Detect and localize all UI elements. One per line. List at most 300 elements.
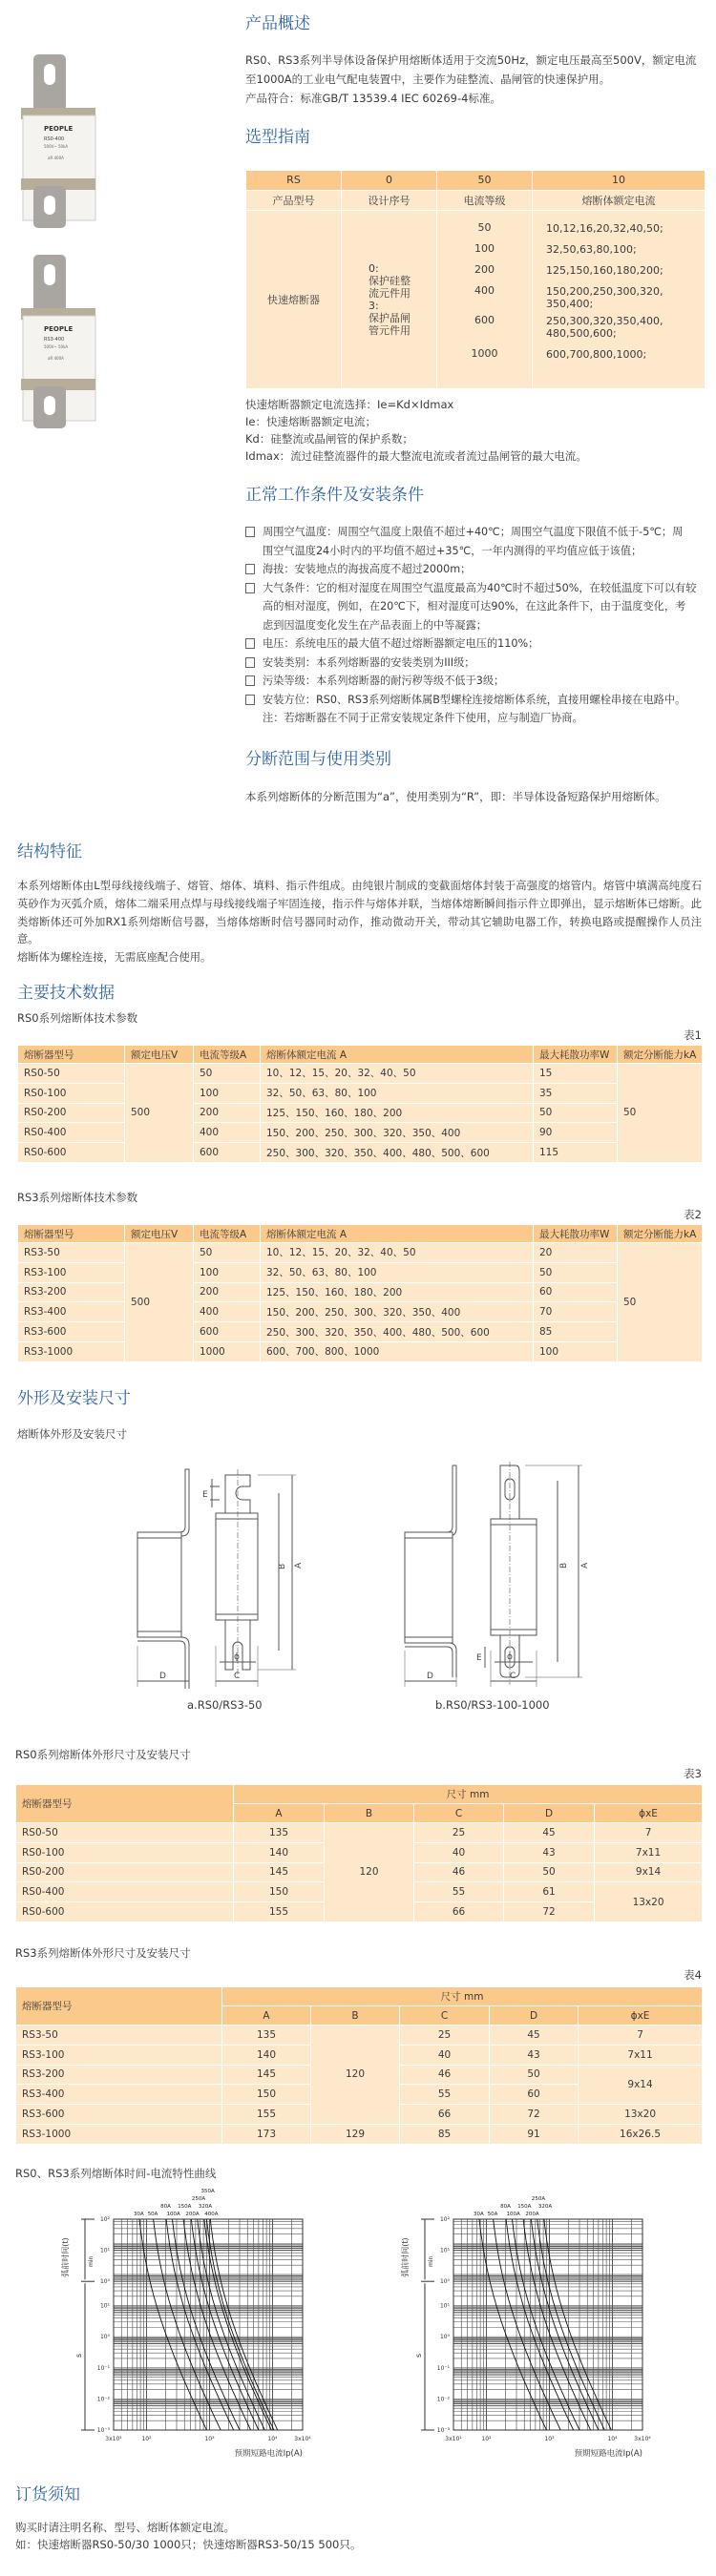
design-note-line: 3: bbox=[369, 299, 379, 312]
dim-c-label: C bbox=[510, 1672, 516, 1681]
x-tick-label: 10⁴ bbox=[267, 2436, 278, 2442]
ordering-line: 购买时请注明名称、型号、熔断体额定电流。 bbox=[15, 2521, 235, 2534]
table-cell: 46 bbox=[400, 2065, 490, 2085]
design-note-line: 保护硅整 bbox=[369, 274, 411, 287]
selection-note: 快速熔断器额定电流选择：Ie=Kd×Idmax bbox=[245, 398, 454, 411]
y-tick-label: 10² bbox=[439, 2216, 450, 2223]
dim-e-label: E bbox=[476, 1653, 482, 1663]
checkbox-icon bbox=[245, 564, 255, 574]
table-cell: RS3-1000 bbox=[18, 1341, 125, 1361]
condition-item bbox=[245, 560, 706, 579]
time-current-chart-rs3 bbox=[340, 2185, 698, 2462]
s-unit-label: s bbox=[414, 2353, 423, 2358]
curve-label: 150A bbox=[517, 2204, 532, 2210]
table-row bbox=[16, 2025, 703, 2046]
x-tick-label: 10³ bbox=[544, 2436, 555, 2442]
table-row bbox=[16, 1823, 703, 1843]
dim-e-label: E bbox=[202, 1490, 208, 1500]
table2-caption: RS3系列熔断体技术参数 bbox=[17, 1191, 138, 1204]
table-cell: 50 bbox=[534, 1262, 618, 1282]
table-cell: 45 bbox=[504, 1823, 595, 1843]
table-cell: 600 bbox=[194, 1322, 261, 1342]
table-cell: RS3-100 bbox=[18, 1262, 125, 1282]
table-cell: 155 bbox=[222, 2105, 311, 2125]
table-cell: RS3-400 bbox=[16, 2085, 222, 2105]
x-tick-label: 3x10⁴ bbox=[634, 2436, 651, 2442]
table-cell: 70 bbox=[534, 1302, 618, 1322]
tech-title: 主要技术数据 bbox=[17, 984, 115, 1003]
table-row bbox=[18, 1103, 703, 1123]
table-row bbox=[18, 1123, 703, 1143]
structure-title: 结构特征 bbox=[17, 842, 82, 862]
rs3-dimension-table bbox=[15, 1986, 703, 2145]
curve-label: 400A bbox=[204, 2212, 219, 2217]
table-cell: 72 bbox=[490, 2105, 579, 2125]
checkbox-icon bbox=[245, 638, 255, 649]
header-cell: D bbox=[504, 1804, 595, 1823]
y-tick-label: 10⁰ bbox=[99, 2278, 110, 2286]
design-note-line: 0: bbox=[369, 261, 379, 275]
header-cell: 最大耗散功率W bbox=[534, 1225, 618, 1243]
table-cell: 66 bbox=[414, 1902, 504, 1922]
table-cell: 50 bbox=[194, 1064, 261, 1084]
dim-phi-label: ϕ bbox=[234, 1652, 240, 1662]
table-cell: 91 bbox=[490, 2124, 579, 2144]
current-item bbox=[546, 264, 699, 285]
design-note-line: 流元件用 bbox=[369, 286, 411, 300]
curve-label: 100A bbox=[166, 2212, 180, 2217]
condition-line: 围空气温度24小时内的平均值不超过+35℃，一年内测得的平均值应低于该值； bbox=[263, 544, 642, 557]
grade-item: 400 bbox=[474, 283, 495, 297]
current-item bbox=[546, 348, 699, 369]
overview-title: 产品概述 bbox=[245, 14, 310, 33]
table-cell: 500 bbox=[125, 1064, 194, 1163]
table-cell: 85 bbox=[400, 2124, 490, 2144]
label-design: 设计序号 bbox=[342, 190, 437, 210]
code-grade: 50 bbox=[437, 171, 533, 191]
table-row bbox=[18, 1302, 703, 1322]
table-cell: RS0-600 bbox=[18, 1143, 125, 1163]
table-row bbox=[18, 1064, 703, 1084]
table-cell: 50 bbox=[504, 1862, 595, 1882]
table-cell: RS0-50 bbox=[18, 1064, 125, 1084]
y-tick-label: 10⁰ bbox=[439, 2278, 450, 2286]
selection-table bbox=[245, 170, 705, 389]
table-cell: RS3-200 bbox=[18, 1282, 125, 1302]
table-cell: 400 bbox=[194, 1123, 261, 1143]
design-note-line: 保护晶闸 bbox=[369, 311, 411, 324]
header-cell: 熔断体额定电流 A bbox=[261, 1046, 534, 1064]
table-cell: 140 bbox=[222, 2045, 311, 2065]
table-cell: 125、150、160、180、200 bbox=[261, 1282, 534, 1302]
table-cell: 85 bbox=[534, 1322, 618, 1342]
s-unit-label: s bbox=[74, 2353, 83, 2358]
table-cell: 66 bbox=[400, 2105, 490, 2125]
table-cell: 600 bbox=[194, 1143, 261, 1163]
current-item-line: 125,150,160,180,200; bbox=[546, 263, 663, 277]
condition-line: 周围空气温度：周围空气温度上限值不超过+40℃；周围空气温度下限值不低于-5℃；周 bbox=[263, 526, 684, 538]
conditions-list bbox=[245, 523, 706, 728]
condition-line: 注：若熔断器在不同于正常安装规定条件下使用，应与制造厂协商。 bbox=[263, 712, 583, 724]
current-item bbox=[546, 285, 699, 315]
condition-item bbox=[245, 579, 706, 635]
table-cell: 46 bbox=[414, 1862, 504, 1882]
y-tick-label: 10¹ bbox=[99, 2247, 110, 2254]
y-tick-label: 10⁻¹ bbox=[96, 2364, 110, 2372]
table-cell: 7 bbox=[595, 1823, 703, 1843]
curve-label: 350A bbox=[200, 2189, 215, 2194]
x-axis-title: 预期短路电流Ip(A) bbox=[234, 2449, 303, 2459]
condition-item bbox=[245, 523, 706, 560]
breaking-text: 本系列熔断体的分断范围为“a”，使用类别为“R”，即：半导体设备短路保护用熔断体。 bbox=[245, 790, 666, 803]
curve-label: 320A bbox=[198, 2204, 213, 2210]
current-item bbox=[546, 222, 699, 243]
header-cell: 额定电压V bbox=[125, 1225, 194, 1243]
grid bbox=[453, 2219, 642, 2430]
grade-item: 50 bbox=[477, 220, 492, 234]
header-cell: D bbox=[490, 2006, 579, 2025]
condition-item bbox=[245, 691, 706, 728]
table-cell: 155 bbox=[234, 1902, 325, 1922]
table-cell: 100 bbox=[194, 1083, 261, 1103]
x-tick-label: 3x10¹ bbox=[445, 2436, 462, 2442]
rs0-dimension-table bbox=[15, 1784, 703, 1922]
table-cell: RS3-600 bbox=[18, 1322, 125, 1342]
brand-logo-text: PEOPLE bbox=[44, 125, 74, 133]
product-name: 快速熔断器 bbox=[246, 210, 342, 388]
condition-line: 安装类别：本系列熔断器的安装类别为III级； bbox=[263, 655, 475, 669]
grade-item: 1000 bbox=[471, 346, 498, 360]
curve-label: 250A bbox=[531, 2196, 546, 2202]
min-unit-label: min bbox=[428, 2255, 434, 2267]
table-cell: RS3-600 bbox=[16, 2105, 222, 2125]
condition-line: 电压：系统电压的最大值不超过熔断器额定电压的110%； bbox=[263, 637, 539, 650]
header-cell: 额定分断能力kA bbox=[618, 1046, 703, 1064]
header-cell: ϕxE bbox=[579, 2006, 703, 2025]
label-current: 熔断体额定电流 bbox=[533, 190, 705, 210]
current-item-line: 600,700,800,1000; bbox=[546, 347, 647, 361]
structure-text: 本系列熔断体由L型母线接线端子、熔管、熔体、填料、指示件组成。由纯银片制成的变截面熔体封装于高强度的熔管内。熔管中填满高纯度石英砂作为灭弧介质，熔体二端采用点焊与母线接线端子牢固连接，指示件与熔体并联，当熔体熔断瞬间指示件立即弹出，显示熔断体已熔断。此类熔断体还可外加RX1系列熔断信号器，当熔体熔断时信号器同时动作，推动微动开关，带动其它辅助电器工作，转换电路或提醒操作人员注意。 bbox=[17, 880, 702, 946]
header-row bbox=[18, 1225, 703, 1243]
overview-line: RS0、RS3系列半导体设备保护用熔断体适用于交流50Hz，额定电压最高至500V，额定电流 bbox=[245, 53, 697, 67]
checkbox-icon bbox=[245, 657, 255, 668]
header-cell: 电流等级A bbox=[194, 1225, 261, 1243]
x-tick-label: 3x10¹ bbox=[105, 2436, 122, 2442]
table-cell: 10、12、15、20、32、40、50 bbox=[261, 1243, 534, 1263]
time-current-chart-rs0 bbox=[0, 2185, 358, 2462]
table-cell: 15 bbox=[534, 1064, 618, 1084]
min-unit-label: min bbox=[88, 2255, 95, 2267]
table-cell: 50 bbox=[194, 1243, 261, 1263]
table-cell: RS0-200 bbox=[18, 1103, 125, 1123]
y-tick-label: 10¹ bbox=[439, 2302, 450, 2310]
grade-item: 200 bbox=[474, 262, 495, 276]
current-item-line: 32,50,63,80,100; bbox=[546, 242, 637, 256]
table-cell: 120 bbox=[325, 1823, 414, 1922]
table-cell: 55 bbox=[414, 1882, 504, 1902]
header-model: 熔断器型号 bbox=[16, 1987, 222, 2025]
table-cell: 145 bbox=[222, 2065, 311, 2085]
header-model: 熔断器型号 bbox=[16, 1785, 234, 1823]
structure-text-2: 熔断体为螺栓连接，无需底座配合使用。 bbox=[17, 951, 212, 965]
curve-label: 30A bbox=[474, 2212, 484, 2217]
curve-label: 80A bbox=[500, 2204, 511, 2210]
curve-label: 50A bbox=[487, 2212, 498, 2217]
design-notes bbox=[342, 210, 437, 388]
table-cell: 43 bbox=[490, 2045, 579, 2065]
table-cell: 25 bbox=[400, 2025, 490, 2046]
dim-phi-label: ϕ bbox=[507, 1652, 513, 1662]
table-cell: 135 bbox=[222, 2025, 311, 2046]
table-cell: 50 bbox=[618, 1243, 703, 1362]
table-cell: 45 bbox=[490, 2025, 579, 2046]
table-cell: 90 bbox=[534, 1123, 618, 1143]
header-cell: 额定电压V bbox=[125, 1046, 194, 1064]
table1-caption: RS0系列熔断体技术参数 bbox=[17, 1011, 138, 1025]
x-tick-label: 10² bbox=[481, 2436, 492, 2442]
dim-b-label: B bbox=[559, 1562, 569, 1568]
table-cell: 100 bbox=[194, 1262, 261, 1282]
model-text: RS3-400 bbox=[44, 337, 65, 343]
table-cell: RS0-600 bbox=[16, 1902, 234, 1922]
header-cell: B bbox=[325, 1804, 414, 1823]
grade-list bbox=[437, 210, 533, 388]
brand-logo-text: PEOPLE bbox=[44, 325, 74, 333]
condition-item bbox=[245, 672, 706, 691]
condition-line: 安装方位：RS0、RS3系列熔断体属B型螺栓连接熔断体系统，直接用螺栓串接在电路中。 bbox=[263, 693, 686, 706]
curves-caption: RS0、RS3系列熔断体时间-电流特性曲线 bbox=[15, 2167, 217, 2180]
table-cell: 55 bbox=[400, 2085, 490, 2105]
selection-note: Idmax：流过硅整流器件的最大整流电流或者流过晶闸管的最大电流。 bbox=[245, 449, 587, 463]
table-cell: 150、200、250、300、320、350、400 bbox=[261, 1302, 534, 1322]
table-cell: 1000 bbox=[194, 1341, 261, 1361]
x-axis-title: 预期短路电流Ip(A) bbox=[574, 2449, 642, 2459]
table4-caption: RS3系列熔断体外形尺寸及安装尺寸 bbox=[15, 1946, 191, 1960]
conditions-title: 正常工作条件及安装条件 bbox=[245, 486, 424, 505]
curve-label: 100A bbox=[506, 2212, 520, 2217]
table-cell: 13x20 bbox=[595, 1882, 703, 1922]
dim-c-label: C bbox=[234, 1672, 241, 1681]
table-cell: 43 bbox=[504, 1842, 595, 1862]
condition-item bbox=[245, 634, 706, 654]
current-item bbox=[546, 315, 699, 348]
dimensions-title: 外形及安装尺寸 bbox=[17, 1389, 131, 1408]
table-cell: 60 bbox=[490, 2085, 579, 2105]
table-cell: 250、300、320、350、400、480、500、600 bbox=[261, 1322, 534, 1342]
current-item-line: 480,500,600; bbox=[546, 326, 617, 340]
ordering-line: 如：快速熔断器RS0-50/30 1000只；快速熔断器RS3-50/15 500只。 bbox=[15, 2538, 362, 2551]
y-tick-label: 10⁻² bbox=[96, 2396, 110, 2403]
code-current: 10 bbox=[533, 171, 705, 191]
table-cell: 40 bbox=[400, 2045, 490, 2065]
table-cell: RS3-400 bbox=[18, 1302, 125, 1322]
curve-label: 30A bbox=[134, 2212, 144, 2217]
header-cell: 额定分断能力kA bbox=[618, 1225, 703, 1243]
header-row bbox=[16, 1987, 703, 2006]
dim-d-label: D bbox=[427, 1672, 433, 1681]
table-row bbox=[18, 1341, 703, 1361]
code-rs: RS bbox=[246, 171, 342, 191]
product-image-rs3 bbox=[19, 253, 99, 430]
y-tick-label: 10⁰ bbox=[439, 2334, 450, 2341]
table-cell: 140 bbox=[234, 1842, 325, 1862]
grid bbox=[114, 2219, 303, 2430]
table-cell: 115 bbox=[534, 1143, 618, 1163]
selection-note: Kd：硅整流或晶闸管的保护系数； bbox=[245, 432, 413, 446]
model-text: RS0-400 bbox=[44, 136, 65, 142]
curve-label: 250A bbox=[191, 2196, 206, 2202]
header-cell: A bbox=[234, 1804, 325, 1823]
table-cell: 32、50、63、80、100 bbox=[261, 1262, 534, 1282]
header-group: 尺寸 mm bbox=[234, 1785, 703, 1804]
table-cell: 500 bbox=[125, 1243, 194, 1362]
table-cell: 173 bbox=[222, 2124, 311, 2144]
curve-label: 150A bbox=[178, 2204, 192, 2210]
x-tick-label: 3x10⁴ bbox=[294, 2436, 311, 2442]
selection-note: Ie：快速熔断器额定电流； bbox=[245, 415, 376, 428]
table-row bbox=[18, 1243, 703, 1263]
table-cell: 250、300、320、350、400、480、500、600 bbox=[261, 1143, 534, 1163]
grade-item: 600 bbox=[474, 313, 495, 326]
table3-caption: RS0系列熔断体外形尺寸及安装尺寸 bbox=[15, 1748, 191, 1761]
table-cell: RS3-50 bbox=[16, 2025, 222, 2046]
table-cell: 125、150、160、180、200 bbox=[261, 1103, 534, 1123]
current-item-line: 10,12,16,20,32,40,50; bbox=[546, 221, 663, 235]
curve-label: 200A bbox=[525, 2212, 539, 2217]
code-design: 0 bbox=[342, 171, 437, 191]
table1-number: 表1 bbox=[684, 1028, 702, 1042]
checkbox-icon bbox=[245, 583, 255, 593]
table-cell: RS3-200 bbox=[16, 2065, 222, 2085]
table-cell: 200 bbox=[194, 1282, 261, 1302]
x-tick-label: 10³ bbox=[204, 2436, 215, 2442]
table-cell: 135 bbox=[234, 1823, 325, 1843]
diagram-a bbox=[124, 1460, 315, 1689]
y-axis-title: 弧前时间(t) bbox=[61, 2237, 70, 2277]
table-cell: 50 bbox=[490, 2065, 579, 2085]
table-cell: 7 bbox=[579, 2025, 703, 2046]
y-tick-label: 10⁻² bbox=[436, 2396, 450, 2403]
dim-a-label: A bbox=[294, 1562, 304, 1568]
table-cell: RS0-100 bbox=[18, 1083, 125, 1103]
rating-text: 500V~ 50kA bbox=[44, 144, 69, 149]
table-cell: 120 bbox=[311, 2025, 400, 2125]
table-cell: 150、200、250、300、320、350、400 bbox=[261, 1123, 534, 1143]
table-cell: RS3-100 bbox=[16, 2045, 222, 2065]
current-list bbox=[533, 210, 705, 388]
table-row bbox=[18, 1322, 703, 1342]
table-row bbox=[16, 2124, 703, 2144]
class-text: aR 400A bbox=[48, 156, 64, 160]
dim-b-label: B bbox=[278, 1563, 287, 1569]
table-cell: 7x11 bbox=[579, 2045, 703, 2065]
product-image-rs0 bbox=[19, 52, 99, 230]
selection-title: 选型指南 bbox=[245, 128, 310, 147]
header-group: 尺寸 mm bbox=[222, 1987, 703, 2006]
header-cell: ϕxE bbox=[595, 1804, 703, 1823]
table-cell: RS0-100 bbox=[16, 1842, 234, 1862]
ordering-title: 订货须知 bbox=[15, 2485, 80, 2504]
table-cell: 7x11 bbox=[595, 1842, 703, 1862]
table-row bbox=[18, 1083, 703, 1103]
table-cell: 60 bbox=[534, 1282, 618, 1302]
table-cell: 40 bbox=[414, 1842, 504, 1862]
table-cell: RS3-50 bbox=[18, 1243, 125, 1263]
table-cell: 150 bbox=[234, 1882, 325, 1902]
y-tick-label: 10⁻¹ bbox=[436, 2364, 450, 2372]
y-axis-title: 弧前时间(t) bbox=[401, 2237, 410, 2277]
class-text: aR 400A bbox=[48, 356, 64, 361]
table-cell: 50 bbox=[618, 1064, 703, 1163]
x-tick-label: 10⁴ bbox=[607, 2436, 618, 2442]
y-tick-label: 10⁻³ bbox=[96, 2427, 110, 2434]
table-cell: 13x20 bbox=[579, 2105, 703, 2125]
rs0-tech-table bbox=[17, 1045, 703, 1163]
checkbox-icon bbox=[245, 675, 255, 686]
condition-line: 高的相对湿度，例如，在20℃下，相对湿度可达90%，在这此条件下，由于温度变化，考 bbox=[263, 600, 686, 613]
table-cell: 20 bbox=[534, 1243, 618, 1263]
curve-label: 200A bbox=[185, 2212, 200, 2217]
condition-item bbox=[245, 654, 706, 673]
table-cell: 129 bbox=[311, 2124, 400, 2144]
table-cell: 72 bbox=[504, 1902, 595, 1922]
dim-d-label: D bbox=[159, 1672, 166, 1681]
rs3-tech-table bbox=[17, 1224, 703, 1362]
header-cell: 最大耗散功率W bbox=[534, 1046, 618, 1064]
header-cell: A bbox=[222, 2006, 311, 2025]
table-cell: RS0-200 bbox=[16, 1862, 234, 1882]
header-cell: C bbox=[414, 1804, 504, 1823]
table-cell: 10、12、15、20、32、40、50 bbox=[261, 1064, 534, 1084]
x-tick-label: 10² bbox=[141, 2436, 152, 2442]
current-item-line: 150,200,250,300,320, bbox=[546, 284, 663, 298]
curve-label: 80A bbox=[160, 2204, 171, 2210]
y-tick-label: 10¹ bbox=[439, 2247, 450, 2254]
table-row bbox=[18, 1143, 703, 1163]
table-cell: 100 bbox=[534, 1341, 618, 1361]
label-grade: 电流等级 bbox=[437, 190, 533, 210]
table-cell: RS3-1000 bbox=[16, 2124, 222, 2144]
y-tick-label: 10⁻³ bbox=[436, 2427, 450, 2434]
checkbox-icon bbox=[245, 527, 255, 537]
table-cell: 25 bbox=[414, 1823, 504, 1843]
condition-line: 大气条件：它的相对湿度在周围空气温度最高为40℃时不超过50%，在较低温度下可以有较 bbox=[263, 581, 697, 594]
current-item bbox=[546, 243, 699, 264]
table-cell: 9x14 bbox=[579, 2065, 703, 2105]
condition-line: 虑到因温度变化发生在产品表面上的中等凝露； bbox=[263, 618, 487, 632]
table-row bbox=[18, 1262, 703, 1282]
table3-number: 表3 bbox=[684, 1767, 702, 1780]
grade-item: 100 bbox=[474, 241, 495, 255]
table-cell: 400 bbox=[194, 1302, 261, 1322]
dim-a-label: A bbox=[580, 1562, 590, 1568]
table-cell: 145 bbox=[234, 1862, 325, 1882]
table-cell: RS0-400 bbox=[16, 1882, 234, 1902]
header-cell: C bbox=[400, 2006, 490, 2025]
structure-body bbox=[17, 878, 702, 967]
design-note-line: 管元件用 bbox=[369, 323, 411, 337]
y-tick-label: 10² bbox=[99, 2216, 110, 2223]
table-cell: 16x26.5 bbox=[579, 2124, 703, 2144]
checkbox-icon bbox=[245, 695, 255, 705]
table-cell: 32、50、63、80、100 bbox=[261, 1083, 534, 1103]
overview-line: 产品符合：标准GB/T 13539.4 IEC 60269-4标准。 bbox=[245, 92, 501, 105]
condition-line: 污染等级：本系列熔断器的耐污秽等级不低于3级； bbox=[263, 675, 505, 687]
y-tick-label: 10⁰ bbox=[99, 2334, 110, 2341]
table-cell: RS0-50 bbox=[16, 1823, 234, 1843]
y-tick-label: 10¹ bbox=[99, 2302, 110, 2310]
header-row bbox=[16, 1785, 703, 1804]
